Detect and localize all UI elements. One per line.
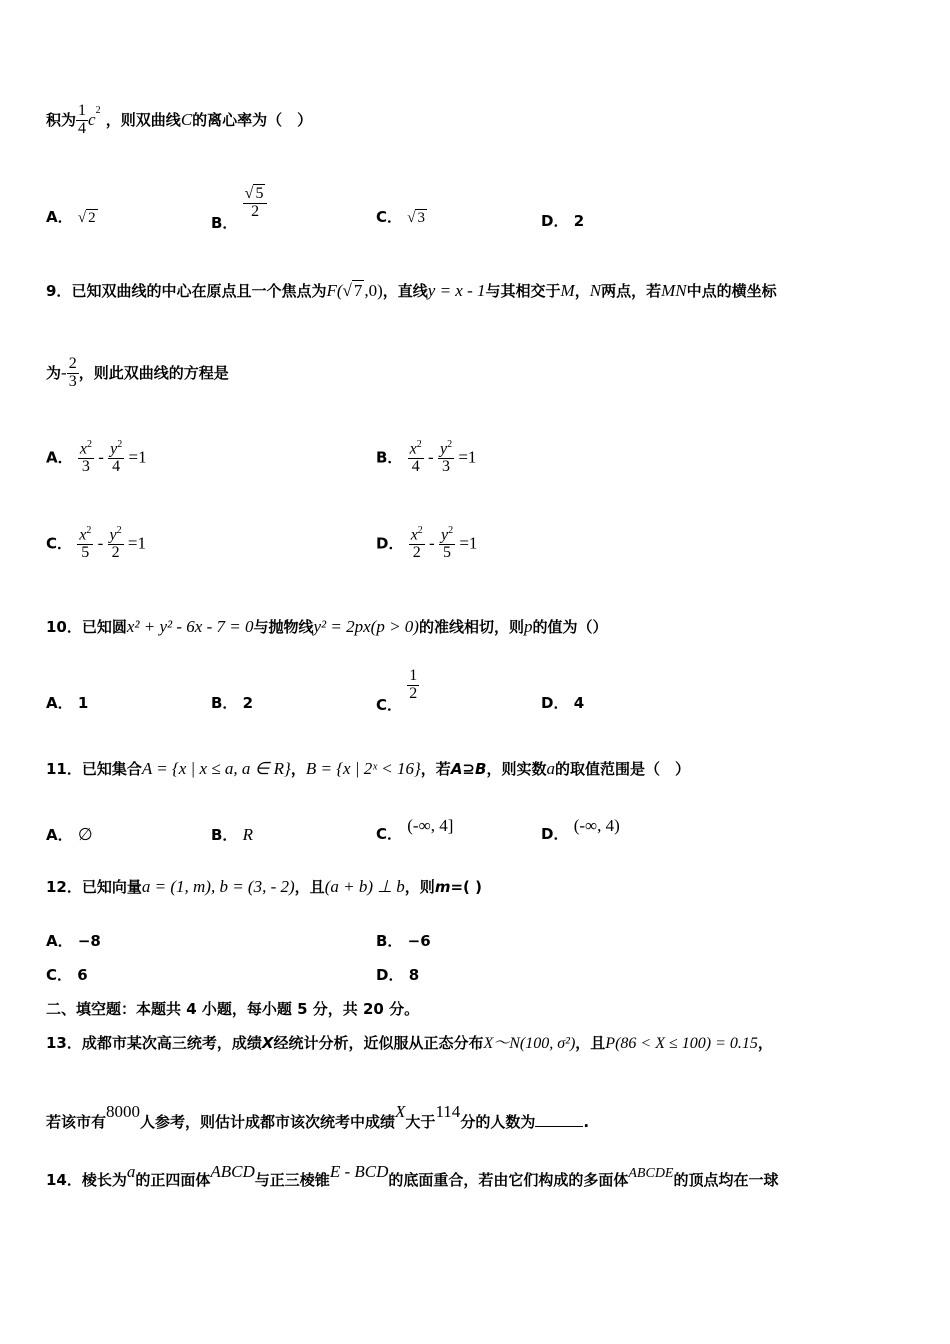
q8-option-a[interactable]: A． √ 2 bbox=[46, 208, 96, 226]
q10-option-d[interactable]: D． 4 bbox=[541, 694, 585, 712]
q12-stem: 12．已知向量a = (1, m), b = (3, - 2)，且(a + b) ⊥ b，则m=( ) bbox=[46, 877, 482, 896]
q11-stem: 11．已知集合A = {x | x ≤ a, a ∈ R}，B = {x | 2ˣ < 16}，若A⊇B，则实数a的取值范围是（ ） bbox=[46, 759, 690, 778]
q13-stem-line2: 若该市有8000人参考，则估计成都市该次统考中成绩X大于114分的人数为 . bbox=[46, 1102, 590, 1131]
q11-option-a[interactable]: A． ∅ bbox=[46, 825, 93, 844]
section-heading: 二、填空题：本题共 4 小题，每小题 5 分，共 20 分。 bbox=[46, 1000, 420, 1018]
q11-option-c[interactable]: C． (-∞, 4] bbox=[376, 816, 454, 843]
q12-option-c[interactable]: C． 6 bbox=[46, 966, 88, 984]
q10-option-a[interactable]: A． 1 bbox=[46, 694, 89, 712]
q8-option-d[interactable]: D． 2 bbox=[541, 212, 585, 230]
q11-option-b[interactable]: B． R bbox=[211, 825, 254, 844]
q10-option-c[interactable]: C． $\frac{1}{2}$ bbox=[376, 667, 418, 714]
q12-option-a[interactable]: A． −8 bbox=[46, 932, 101, 950]
q8-stem: 积为 $\frac{1}{4}$ $c^2$ ，则双曲线C的离心率为（ ） bbox=[46, 102, 313, 137]
q14-stem: 14．棱长为a的正四面体ABCD与正三棱锥E - BCD的底面重合，若由它们构成的多面体ABCDE的顶点均在一球 bbox=[46, 1162, 779, 1189]
q10-option-b[interactable]: B． 2 bbox=[211, 694, 254, 712]
q9-stem-line2: 为- $\frac{2}{3}$ ，则此双曲线的方程是 bbox=[46, 355, 229, 390]
q12-option-d[interactable]: D． 8 bbox=[376, 966, 420, 984]
q12-option-b[interactable]: B． −6 bbox=[376, 932, 431, 950]
q8-option-b[interactable]: B． $\frac{√ 5}{2}$ bbox=[211, 186, 267, 233]
q9-option-a[interactable]: A． $\frac{x^2}{3}$ - $\frac{y^2}{4}$ =1 bbox=[46, 439, 147, 476]
sqrt-symbol: √ 3 bbox=[407, 210, 425, 226]
q8-option-c[interactable]: C． √ 3 bbox=[376, 208, 425, 226]
q9-option-b[interactable]: B． $\frac{x^2}{4}$ - $\frac{y^2}{3}$ =1 bbox=[376, 439, 477, 476]
q9-stem-line1: 9．已知双曲线的中心在原点且一个焦点为F(√ 7 ,0)，直线y = x - 1与其相交于M，N两点，若MN中点的横坐标 bbox=[46, 281, 777, 300]
answer-blank[interactable] bbox=[535, 1114, 583, 1127]
q10-stem: 10．已知圆x² + y² - 6x - 7 = 0与抛物线y² = 2px(p > 0)的准线相切，则p的值为（） bbox=[46, 617, 608, 636]
q8-fraction: $\frac{1}{4}$ bbox=[78, 102, 87, 137]
q9-option-c[interactable]: C． $\frac{x^2}{5}$ - $\frac{y^2}{2}$ =1 bbox=[46, 525, 146, 562]
q11-option-d[interactable]: D． (-∞, 4) bbox=[541, 816, 620, 843]
q9-option-d[interactable]: D． $\frac{x^2}{2}$ - $\frac{y^2}{5}$ =1 bbox=[376, 525, 478, 562]
q13-stem-line1: 13．成都市某次高三统考，成绩X经统计分析，近似服从正态分布X～N(100, σ²)，且P(86 < X ≤ 100) = 0.15， bbox=[46, 1034, 773, 1052]
sqrt-symbol: √ 2 bbox=[77, 210, 96, 226]
